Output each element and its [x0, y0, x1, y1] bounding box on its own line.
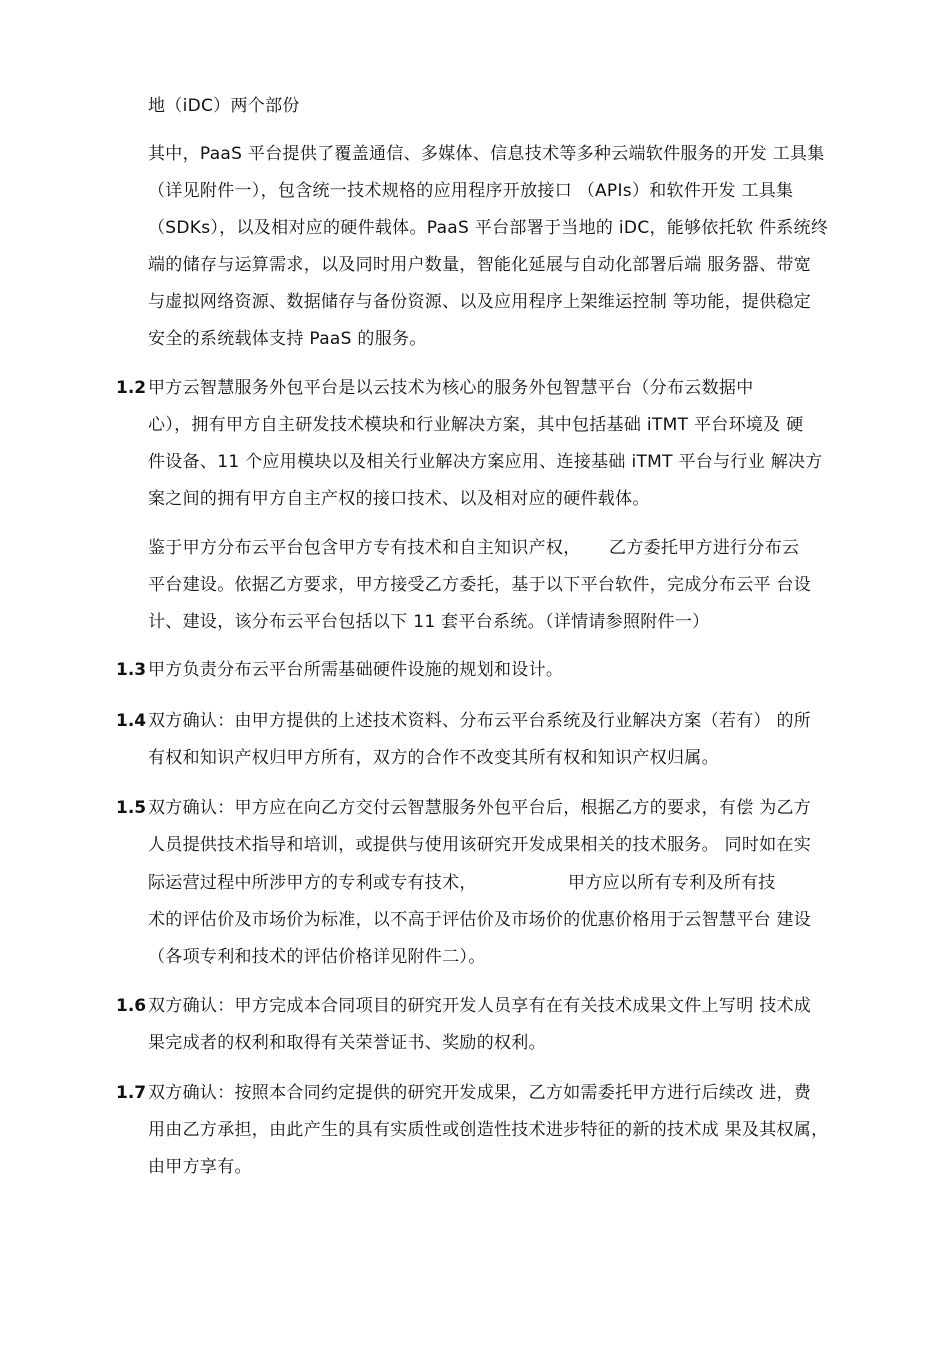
- paragraph-line: 计、建设，该分布云平台包括以下 11 套平台系统。（详情请参照附件一）: [148, 612, 710, 632]
- section-number: 1.5: [116, 798, 147, 818]
- paragraph-line: 平台建设。依据乙方要求，甲方接受乙方委托，基于以下平台软件，完成分布云平 台设: [148, 575, 812, 595]
- section-number: 1.3: [116, 660, 147, 680]
- paragraph-line: 与虚拟网络资源、数据储存与备份资源、以及应用程序上架维运控制 等功能，提供稳定: [148, 292, 812, 312]
- paragraph-line: 双方确认：按照本合同约定提供的研究开发成果，乙方如需委托甲方进行后续改 进，费: [148, 1083, 812, 1103]
- paragraph-line: 鉴于甲方分布云平台包含甲方专有技术和自主知识产权， 乙方委托甲方进行分布云: [148, 538, 800, 558]
- paragraph-line: 用由乙方承担，由此产生的具有实质性或创造性技术进步特征的新的技术成 果及其权属，: [148, 1120, 829, 1140]
- paragraph-line: 双方确认：由甲方提供的上述技术资料、分布云平台系统及行业解决方案（若有） 的所: [148, 711, 812, 731]
- paragraph-line: 有权和知识产权归甲方所有，双方的合作不改变其所有权和知识产权归属。: [148, 748, 719, 768]
- section-number: 1.7: [116, 1083, 147, 1103]
- section-number: 1.4: [116, 711, 147, 731]
- paragraph-line: 甲方负责分布云平台所需基础硬件设施的规划和设计。: [148, 660, 564, 680]
- paragraph-line: 其中，PaaS 平台提供了覆盖通信、多媒体、信息技术等多种云端软件服务的开发 工具集: [148, 144, 825, 164]
- paragraph-line: 由甲方享有。: [148, 1157, 252, 1177]
- paragraph-line: 甲方云智慧服务外包平台是以云技术为核心的服务外包智慧平台（分布云数据中: [148, 378, 754, 398]
- paragraph-line: （各项专利和技术的评估价格详见附件二）。: [148, 947, 486, 967]
- paragraph-line: 际运营过程中所涉甲方的专利或专有技术， 甲方应以所有专利及所有技: [148, 873, 776, 893]
- paragraph-line: 双方确认：甲方完成本合同项目的研究开发人员享有在有关技术成果文件上写明 技术成: [148, 996, 812, 1016]
- paragraph-line: 端的储存与运算需求，以及同时用户数量，智能化延展与自动化部署后端 服务器、带宽: [148, 255, 812, 275]
- section-number: 1.6: [116, 996, 147, 1016]
- paragraph-line: 术的评估价及市场价为标准，以不高于评估价及市场价的优惠价格用于云智慧平台 建设: [148, 910, 812, 930]
- paragraph-line: 心），拥有甲方自主研发技术模块和行业解决方案，其中包括基础 iTMT 平台环境及 硬: [148, 415, 804, 435]
- paragraph-line: （详见附件一），包含统一技术规格的应用程序开放接口 （APIs）和软件开发 工具集: [148, 181, 794, 201]
- paragraph-line: 件设备、11 个应用模块以及相关行业解决方案应用、连接基础 iTMT 平台与行业 解决方: [148, 452, 823, 472]
- paragraph-line: 双方确认：甲方应在向乙方交付云智慧服务外包平台后，根据乙方的要求，有偿 为乙方: [148, 798, 812, 818]
- paragraph-line: 案之间的拥有甲方自主产权的接口技术、以及相对应的硬件载体。: [148, 489, 650, 509]
- section-number: 1.2: [116, 378, 147, 398]
- paragraph-line: 人员提供技术指导和培训，或提供与使用该研究开发成果相关的技术服务。 同时如在实: [148, 835, 812, 855]
- intro-line: 地（iDC）两个部份: [148, 96, 300, 116]
- paragraph-line: （SDKs），以及相对应的硬件载体。PaaS 平台部署于当地的 iDC，能够依托软 件系统终: [148, 218, 829, 238]
- paragraph-line: 果完成者的权利和取得有关荣誉证书、奖励的权利。: [148, 1033, 546, 1053]
- paragraph-line: 安全的系统载体支持 PaaS 的服务。: [148, 329, 427, 349]
